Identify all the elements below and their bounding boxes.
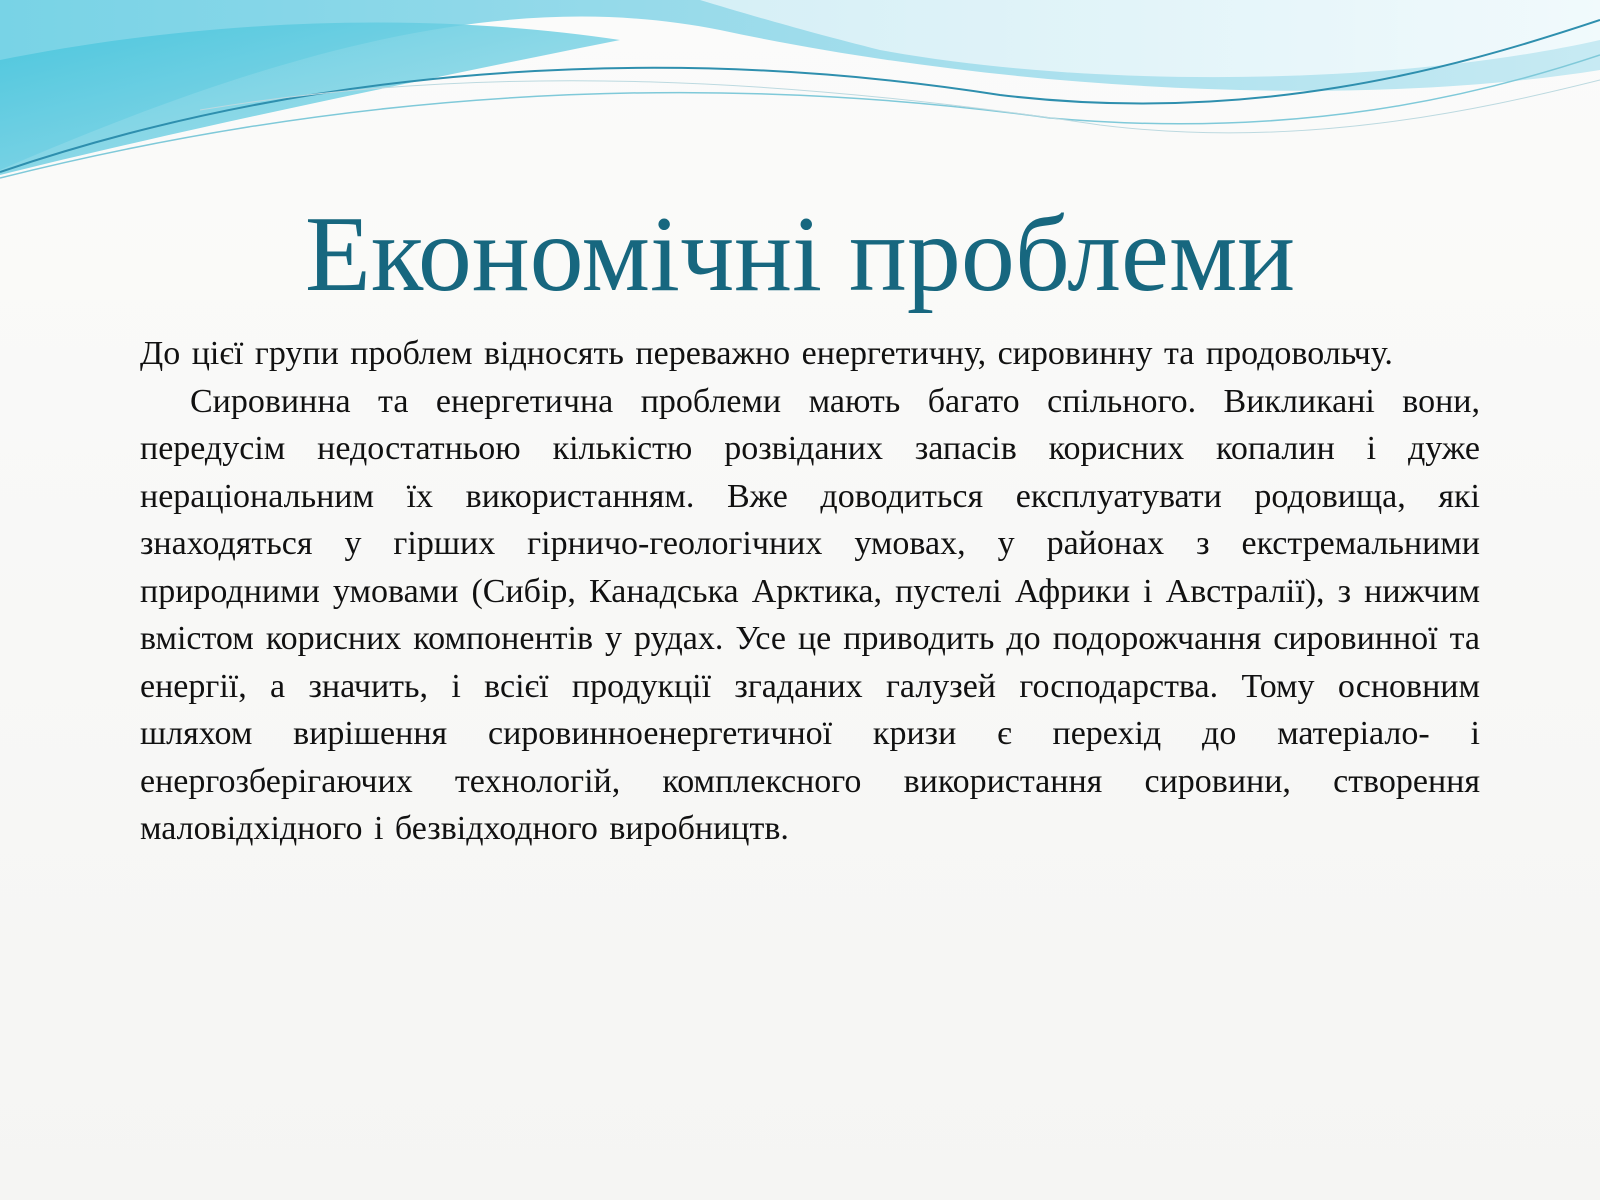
slide-title: Економічні проблеми [304, 195, 1296, 314]
paragraph-intro: До цієї групи проблем відносять переважно енергетичну, сировинну та продовольчу. [140, 335, 1393, 372]
paragraph-main: Сировинна та енергетична проблеми мають багато спільного. Викликані вони, передусім недостатньою кількістю розвіданих запасів корисних копалин і дуже нераціональним їх використанням. Вже доводиться експлуатувати родовища, які знаходяться у гірших гірничо-геологічних умовах, у районах з екстремальними природними умовами (Сибір, Канадська Арктика, пустелі Африки і Австралії), з нижчим вмістом корисних компонентів у рудах. Усе це приводить до подорожчання сировинної та енергії, а значить, і всієї продукції згаданих галузей господарства. Тому основним шляхом вирішення сировинноенергетичної кризи є перехід до матеріало- і енергозберігаючих технологій, комплексного використання сировини, створення маловідхідного і безвідходного виробництв. [140, 382, 1480, 847]
wave-header-decoration [0, 0, 1600, 200]
slide-body [140, 330, 1480, 853]
